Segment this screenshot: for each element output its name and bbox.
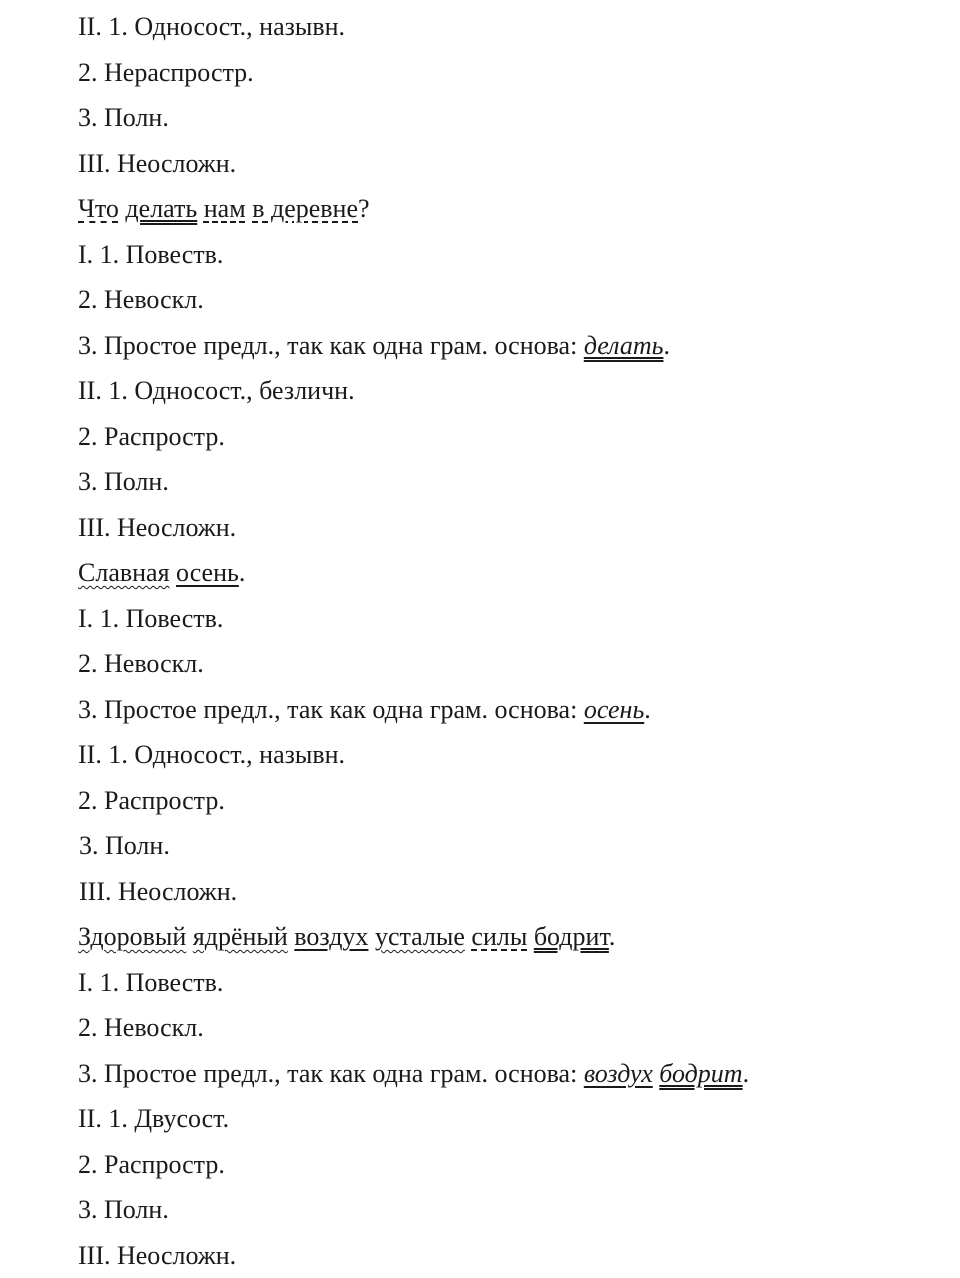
- adverbial-word: в деревне: [252, 194, 358, 223]
- text-line: 3. Полн.: [78, 459, 940, 505]
- basis-prefix: 3. Простое предл., так как одна грам. основа:: [78, 1059, 577, 1088]
- text-line: III. Неосложн.: [78, 141, 940, 187]
- predicate-word: делать: [125, 194, 197, 223]
- text-line: I. 1. Повеств.: [78, 960, 940, 1006]
- predicate-word: бодрит: [534, 922, 609, 951]
- text-line: III. Неосложн.: [78, 505, 940, 551]
- text-line: III. Неосложн.: [78, 1233, 940, 1278]
- subject-word: воздух: [294, 922, 368, 951]
- punctuation: .: [743, 1059, 750, 1088]
- basis-line: [78, 1051, 940, 1097]
- object-word: нам: [204, 194, 246, 223]
- text-line: I. 1. Повеств.: [78, 232, 940, 278]
- basis-predicate: бодрит: [659, 1059, 742, 1088]
- basis-prefix: 3. Простое предл., так как одна грам. основа:: [78, 331, 577, 360]
- text-line: 3. Полн.: [78, 1187, 940, 1233]
- subject-word: осень: [176, 558, 239, 587]
- punctuation: ?: [358, 194, 370, 223]
- attribute-word: Славная: [78, 558, 170, 587]
- attribute-word: Здоровый: [78, 922, 186, 951]
- text-line: 2. Распростр.: [78, 778, 940, 824]
- sentence-line: [78, 186, 940, 232]
- basis-predicate: делать: [584, 331, 664, 360]
- text-line: II. 1. Односост., безличн.: [78, 368, 940, 414]
- basis-subject: осень: [584, 695, 644, 724]
- adverbial-word: Что: [78, 194, 119, 223]
- text-line: I. 1. Повеств.: [78, 596, 940, 642]
- text-line: 2. Распростр.: [78, 414, 940, 460]
- text-line: III. Неосложн.: [78, 869, 940, 915]
- basis-prefix: 3. Простое предл., так как одна грам. основа:: [78, 695, 577, 724]
- basis-line: [78, 687, 940, 733]
- punctuation: .: [609, 922, 616, 951]
- punctuation: .: [239, 558, 246, 587]
- text-line: 2. Нераспростр.: [78, 50, 940, 96]
- object-word: силы: [471, 922, 527, 951]
- punctuation: .: [644, 695, 651, 724]
- text-line: 3. Полн.: [78, 823, 940, 869]
- sentence-line: [78, 914, 940, 960]
- text-line: II. 1. Односост., назывн.: [78, 4, 940, 50]
- document-page: [78, 4, 940, 1278]
- attribute-word: ядрёный: [193, 922, 288, 951]
- punctuation: .: [663, 331, 670, 360]
- text-line: 2. Невоскл.: [78, 641, 940, 687]
- text-line: 2. Распростр.: [78, 1142, 940, 1188]
- basis-line: [78, 323, 940, 369]
- text-line: 2. Невоскл.: [78, 1005, 940, 1051]
- text-line: II. 1. Односост., назывн.: [78, 732, 940, 778]
- text-line: 2. Невоскл.: [78, 277, 940, 323]
- text-line: 3. Полн.: [78, 95, 940, 141]
- sentence-line: [78, 550, 940, 596]
- text-line: II. 1. Двусост.: [78, 1096, 940, 1142]
- basis-subject: воздух: [584, 1059, 653, 1088]
- attribute-word: усталые: [375, 922, 465, 951]
